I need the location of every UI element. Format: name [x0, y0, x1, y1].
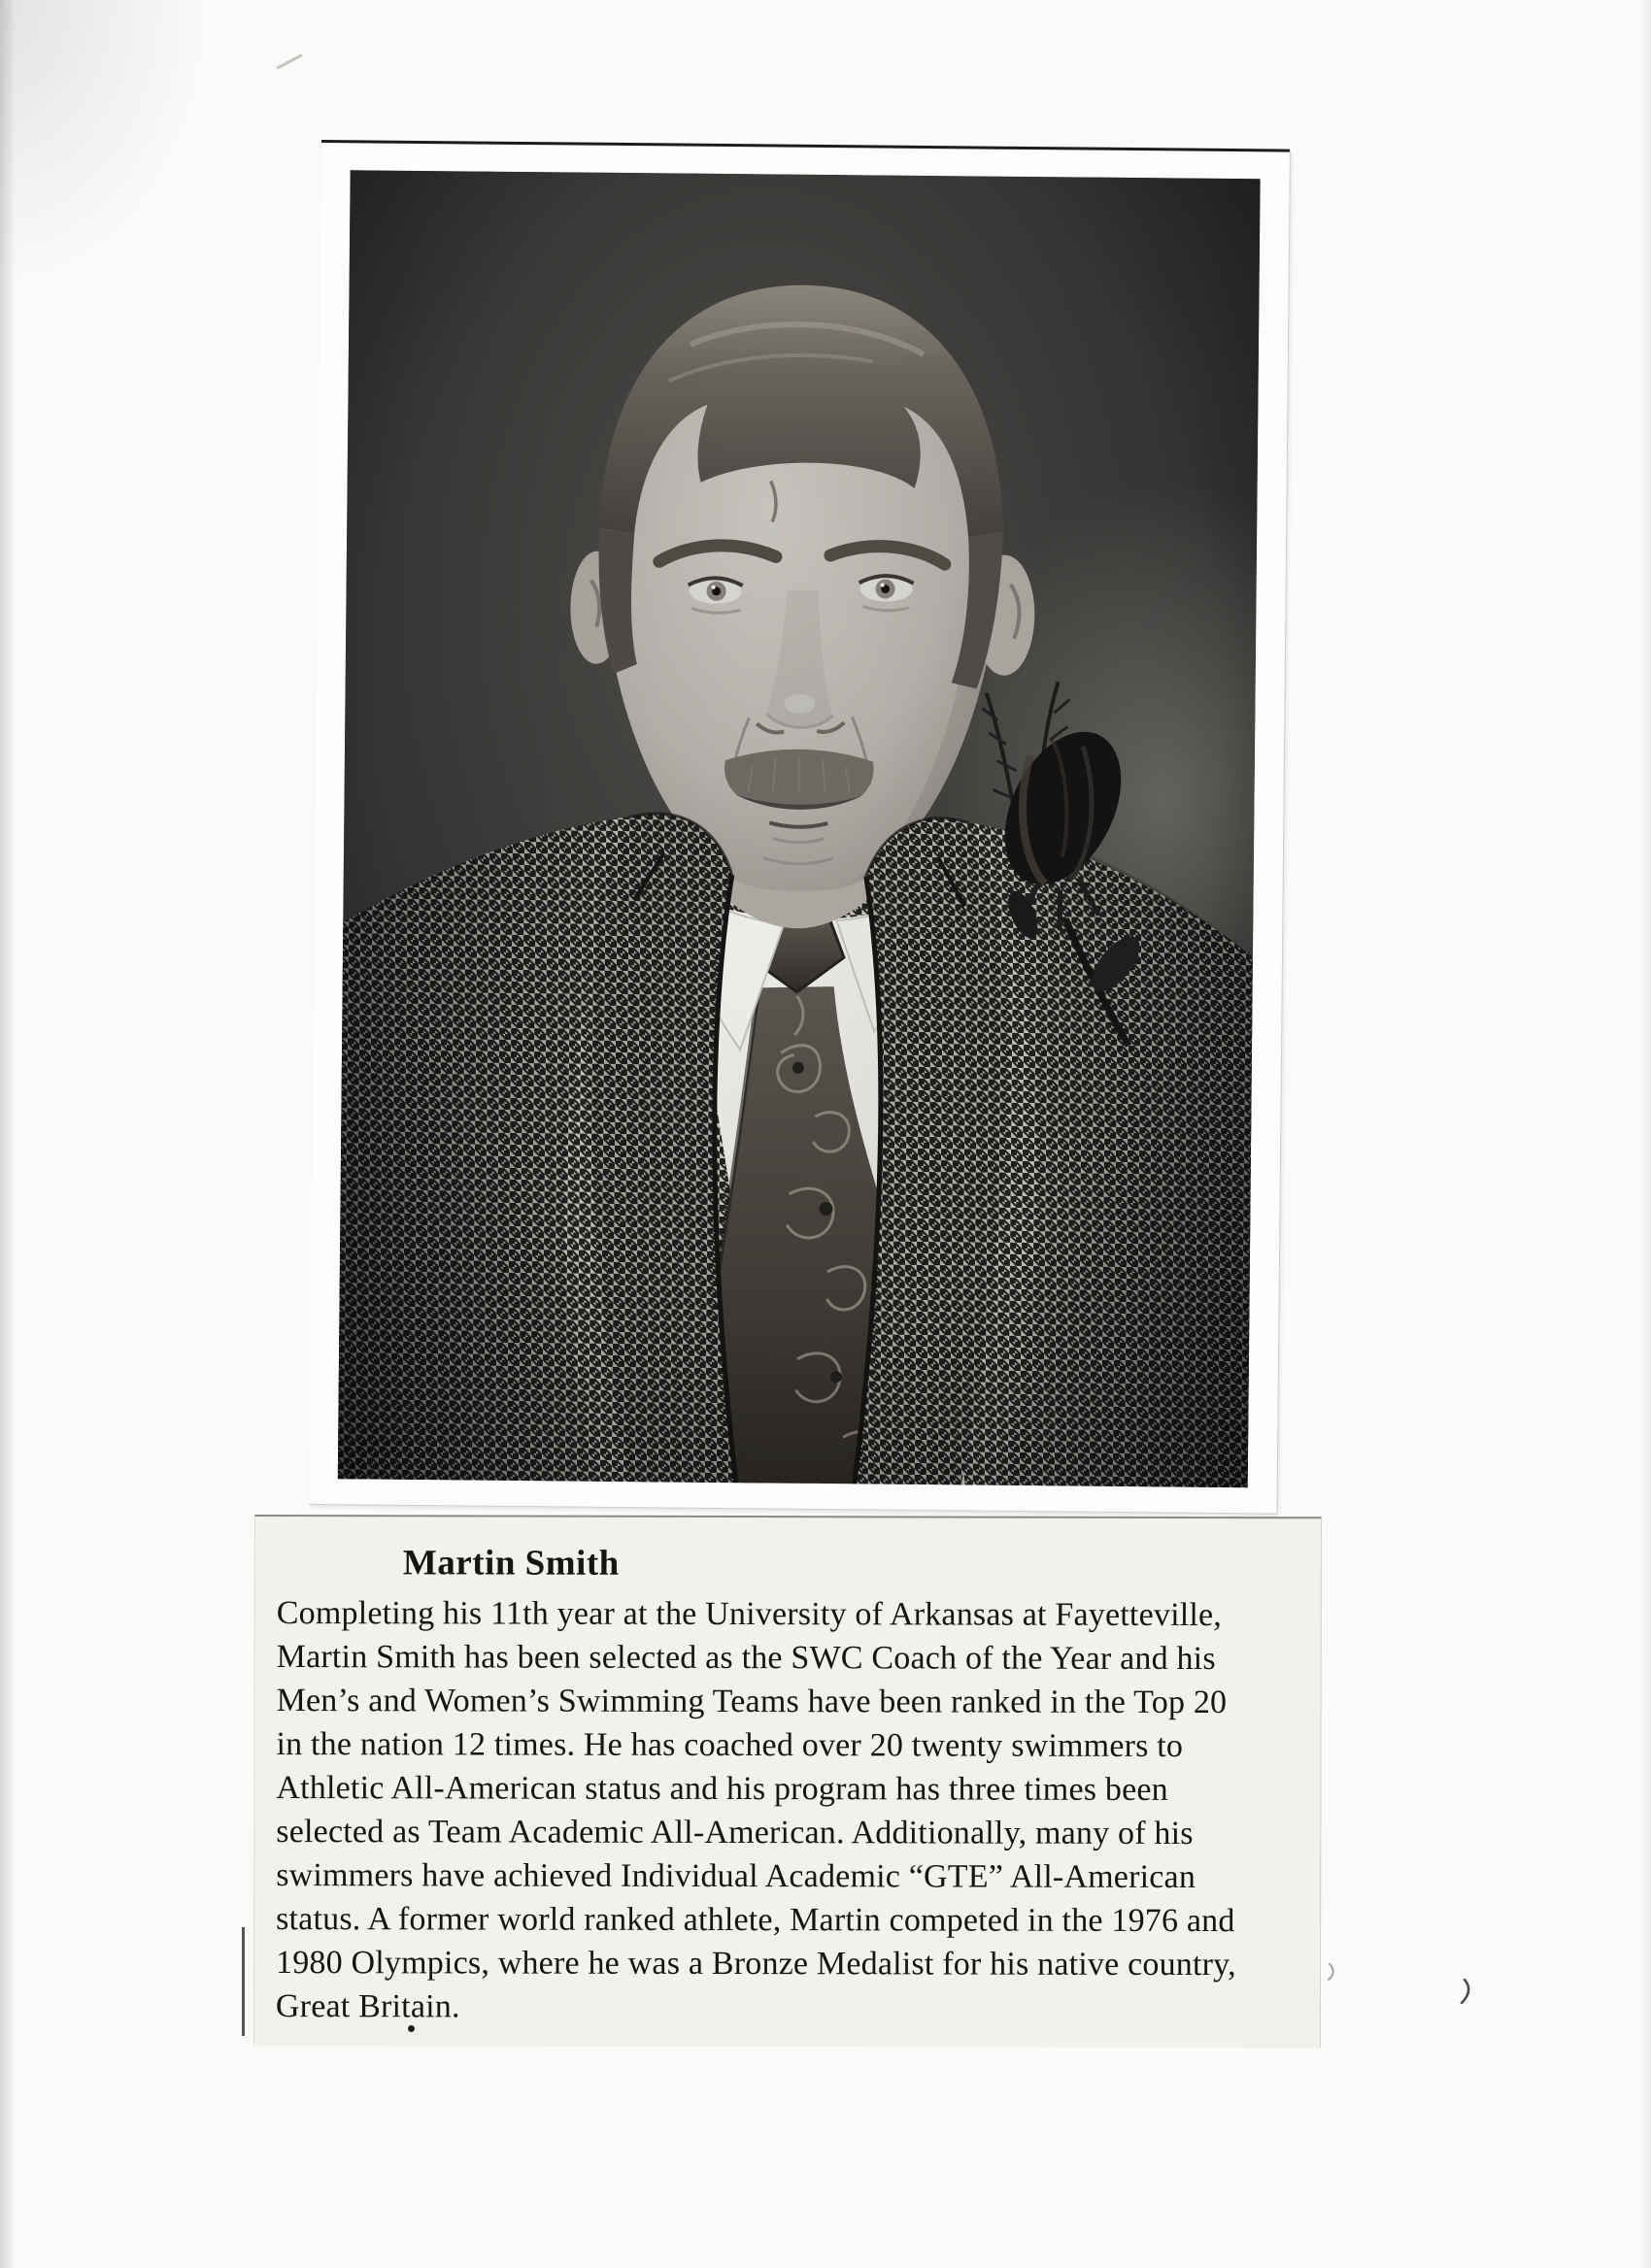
portrait-photo: [338, 170, 1261, 1487]
caption-line: Completing his 11th year at the University of Arkansas at Fayetteville,: [276, 1595, 1223, 1634]
page-edge-shadow-right: [1641, 0, 1651, 2268]
caption-title: Martin Smith: [402, 1543, 620, 1584]
caption-sheet: [253, 1515, 1322, 2048]
photo-frame: [309, 140, 1290, 1514]
caption-line: status. A former world ranked athlete, Martin competed in the 1976 and: [276, 1901, 1235, 1940]
caption-line: Men’s and Women’s Swimming Teams have been ranked in the Top 20: [276, 1683, 1228, 1721]
caption-line: Martin Smith has been selected as the SWC Coach of the Year and his: [276, 1639, 1216, 1678]
scan-artifact-line: [242, 1927, 245, 2036]
caption-body: [276, 1591, 1321, 2030]
page-edge-shadow-left: [0, 0, 16, 2268]
caption-line: Great Britain.: [275, 1988, 460, 2025]
scan-artifact-squiggle: [1459, 1979, 1474, 2004]
caption-line: selected as Team Academic All-American. Additionally, many of his: [276, 1814, 1194, 1852]
caption-line: in the nation 12 times. He has coached over 20 twenty swimmers to: [276, 1726, 1184, 1765]
portrait-photo-area: [338, 170, 1261, 1487]
caption-line: swimmers have achieved Individual Academic “GTE” All-American: [276, 1857, 1196, 1896]
caption-line: Athletic All-American status and his program has three times been: [276, 1770, 1168, 1808]
scan-artifact-squiggle: [1327, 1963, 1338, 1981]
scan-artifact-pencil-mark: [276, 53, 303, 70]
caption-line: 1980 Olympics, where he was a Bronze Medalist for his native country,: [275, 1945, 1236, 1984]
scan-corner-shadow: [0, 0, 214, 291]
scan-artifact-dot: [408, 2025, 415, 2032]
